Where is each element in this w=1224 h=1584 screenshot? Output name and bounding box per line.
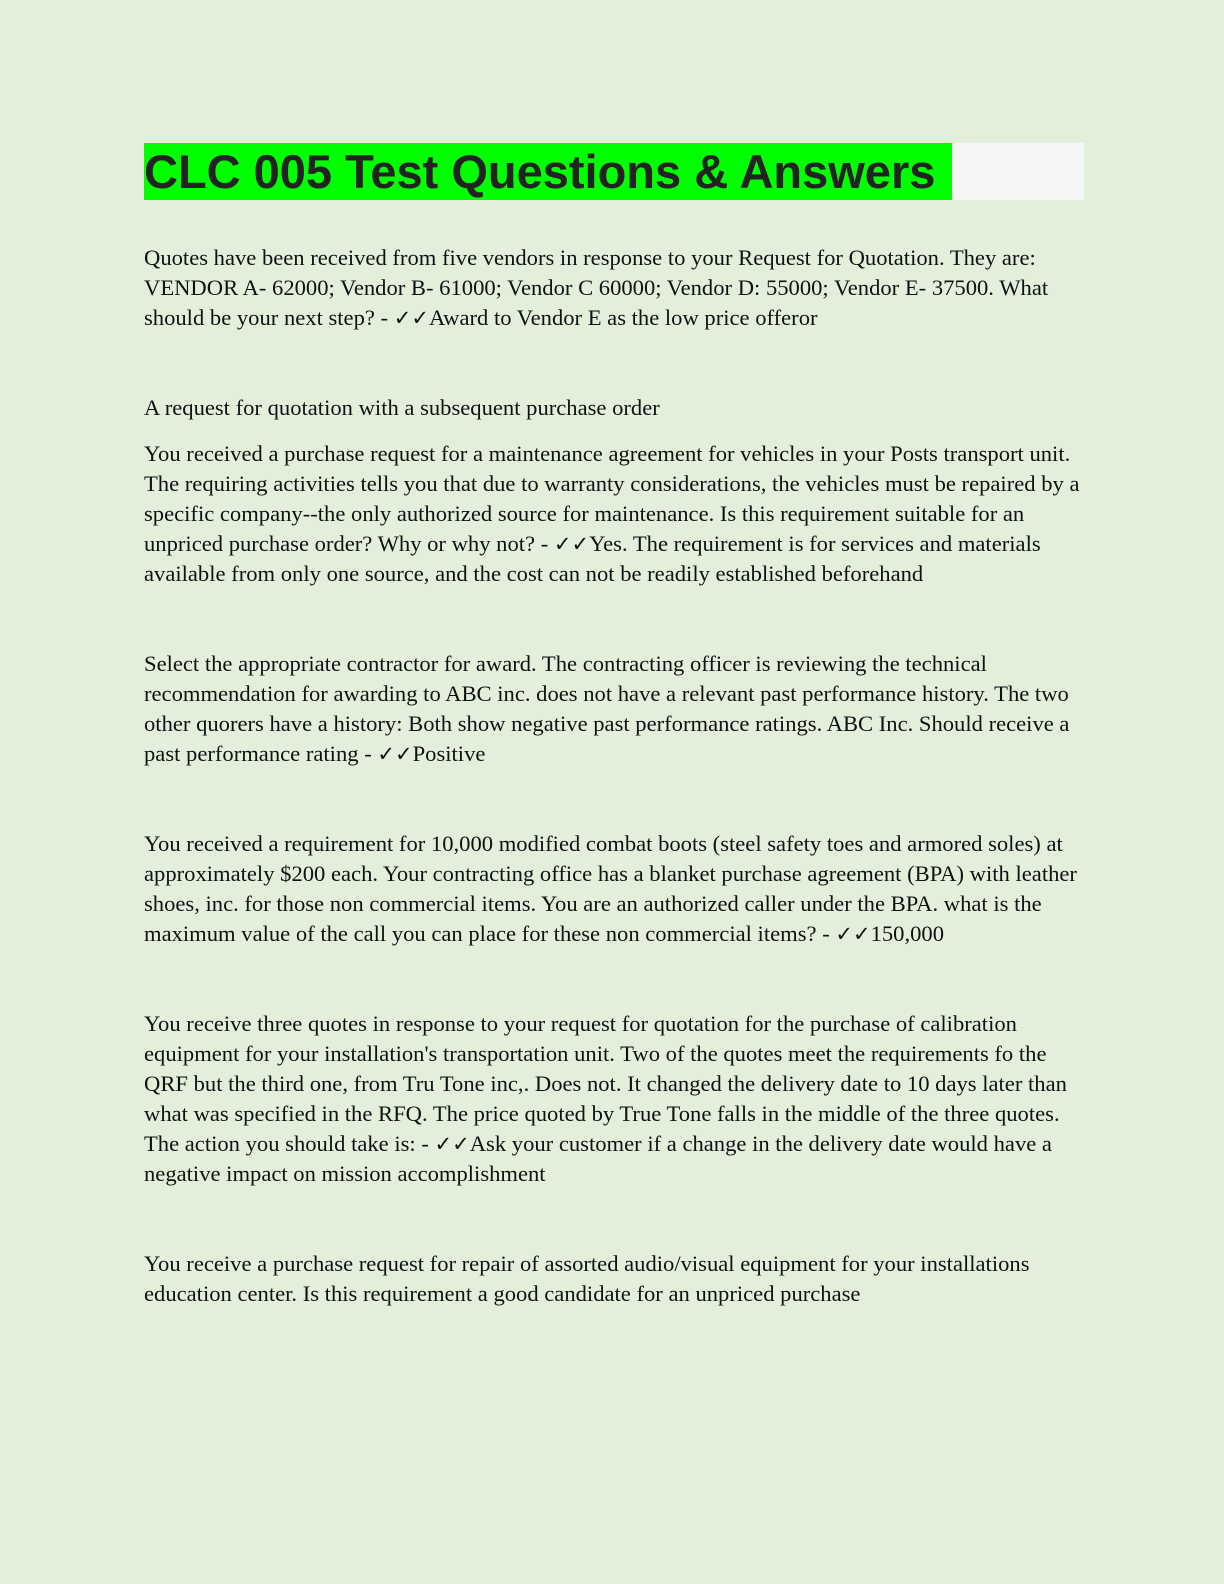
qa-item [144, 1009, 1084, 1189]
title-bar [144, 143, 1084, 200]
answer-text: Ask your customer if a change in the delivery date would have a negative impact on mission accomplishment [144, 1131, 1052, 1186]
double-check-icon: ✓✓ [377, 742, 413, 766]
qa-item [144, 393, 1084, 423]
answer-text: Award to Vendor E as the low price offeror [428, 305, 818, 330]
question-text: Quotes have been received from five vendors in response to your Request for Quotation. They are: VENDOR A- 62000; Vendor B- 61000; Vendor C 60000; Vendor D: 55000; Vendor E- 37500. What should be your next step? - [144, 245, 1049, 330]
answer-text: Yes. The requirement is for services and materials available from only one source, and the cost can not be readily established beforehand [144, 531, 1041, 586]
document-title: CLC 005 Test Questions & Answers [144, 145, 936, 198]
qa-list [144, 243, 1084, 1309]
double-check-icon: ✓✓ [835, 922, 871, 946]
double-check-icon: ✓✓ [393, 306, 429, 330]
question-text: You received a purchase request for a maintenance agreement for vehicles in your Posts transport unit. The requiring activities tells you that due to warranty considerations, the vehicles must be repaired by a specific company--the only authorized source for maintenance. Is this requirement suitable for an unpriced purchase order? Why or why not? - [144, 441, 1080, 556]
question-text: Select the appropriate contractor for award. The contracting officer is reviewing the technical recommendation for awarding to ABC inc. does not have a relevant past performance history. The two other quorers have a history: Both show negative past performance ratings. ABC Inc. Should receive a past performance rating - [144, 651, 1070, 766]
qa-item [144, 649, 1084, 769]
document-page [144, 143, 1084, 1309]
qa-item [144, 439, 1084, 589]
double-check-icon: ✓✓ [553, 532, 590, 556]
qa-item [144, 243, 1084, 333]
answer-text: Positive [412, 741, 486, 766]
question-text: You receive three quotes in response to your request for quotation for the purchase of calibration equipment for your installation's transportation unit. Two of the quotes meet the requirements fo the QRF but the third one, from Tru Tone inc,. Does not. It changed the delivery date to 10 days later than what was specified in the RFQ. The price quoted by True Tone falls in the middle of the three quotes. The action you should take is: - [144, 1011, 1067, 1156]
qa-item [144, 829, 1084, 949]
double-check-icon: ✓✓ [434, 1132, 470, 1156]
question-text: You receive a purchase request for repair of assorted audio/visual equipment for your installations education center. Is this requirement a good candidate for an unpriced purchase [144, 1251, 1030, 1306]
question-text: You received a requirement for 10,000 modified combat boots (steel safety toes and armored soles) at approximately $200 each. Your contracting office has a blanket purchase agreement (BPA) with leather shoes, inc. for those non commercial items. You are an authorized caller under the BPA. what is the maximum value of the call you can place for these non commercial items? - [144, 831, 1077, 946]
answer-text: 150,000 [870, 921, 945, 946]
qa-item [144, 1249, 1084, 1309]
question-text: A request for quotation with a subsequent purchase order [144, 395, 660, 420]
